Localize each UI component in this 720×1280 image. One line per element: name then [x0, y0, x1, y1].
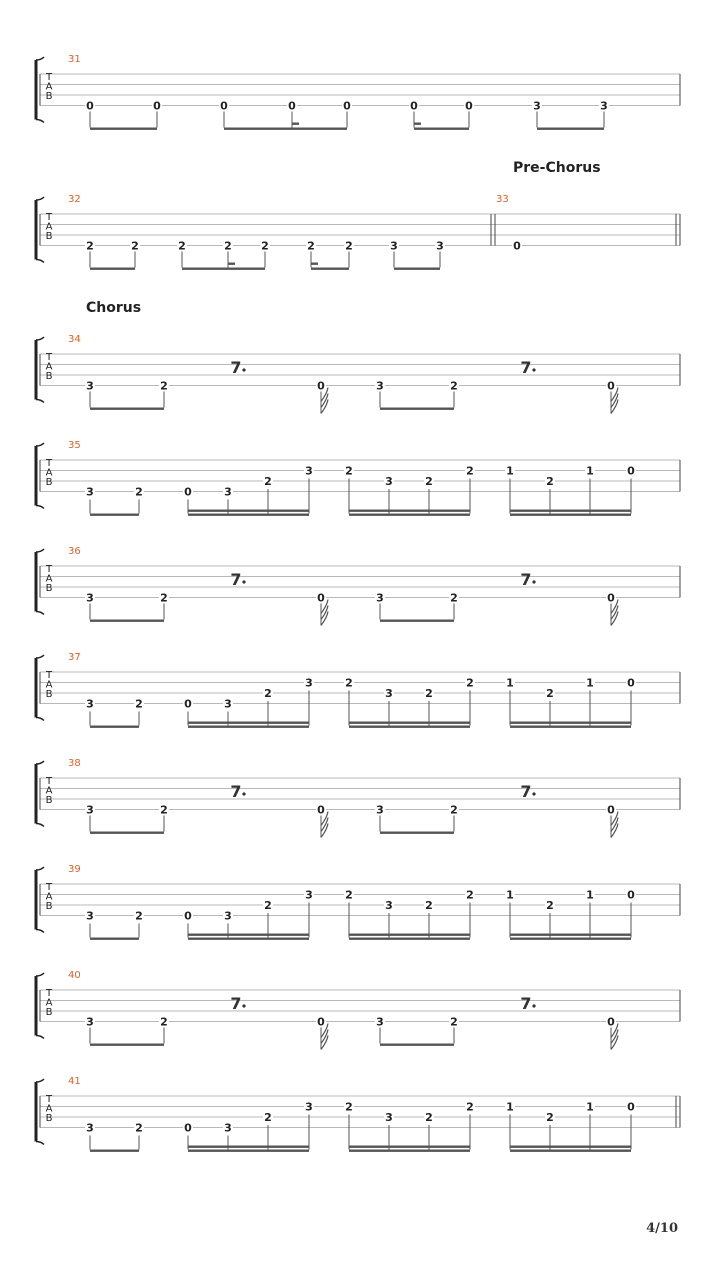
fret-note: 0: [513, 239, 521, 253]
fret-note: 2: [345, 239, 353, 253]
system-bracket: [36, 867, 44, 870]
note-beam: [90, 620, 164, 622]
fret-note: 0: [317, 379, 325, 393]
note-beam: [349, 726, 470, 728]
fret-note: 3: [86, 1015, 94, 1029]
system-bracket: [36, 930, 44, 933]
system-bracket: [36, 260, 44, 263]
tab-clef-letter: A: [45, 573, 53, 585]
fret-note: 2: [450, 1015, 458, 1029]
eighth-rest: [230, 782, 245, 801]
note-beam: [90, 514, 139, 516]
note-beam: [349, 1146, 470, 1148]
tab-clef-letter: T: [45, 988, 53, 999]
rest-dot: [242, 368, 245, 371]
eighth-rest-glyph: 7: [520, 782, 532, 801]
tab-clef-letter: B: [45, 689, 53, 700]
system-bracket: [36, 824, 44, 827]
tab-clef-letter: A: [45, 467, 53, 479]
fret-note: 2: [264, 475, 272, 488]
tab-clef-letter: B: [45, 371, 53, 382]
tab-clef-letter: A: [45, 81, 53, 93]
fret-note: 1: [506, 1100, 514, 1114]
tab-clef-letter: T: [45, 72, 53, 83]
fret-note: 1: [506, 464, 514, 478]
tab-clef-letter: T: [45, 212, 53, 223]
system-bracket: [36, 718, 44, 721]
fret-note: 1: [506, 888, 514, 902]
fret-note: 3: [224, 909, 232, 923]
fret-note: 3: [385, 1111, 393, 1124]
fret-note: 2: [264, 899, 272, 912]
system-bracket: [36, 337, 44, 340]
note-beam: [380, 408, 454, 410]
fret-note: 2: [546, 1111, 554, 1124]
fret-note: 0: [317, 803, 325, 817]
fret-note: 2: [546, 475, 554, 488]
system-bracket: [36, 761, 44, 764]
note-beam: [414, 128, 469, 130]
measure-number: 34: [68, 334, 81, 345]
fret-note: 2: [307, 239, 315, 253]
system-bracket: [36, 655, 44, 658]
rest-dot: [532, 792, 535, 795]
fret-note: 3: [385, 687, 393, 700]
fret-note: 0: [627, 888, 635, 902]
tab-clef-letter: A: [45, 891, 53, 903]
note-beam: [188, 1150, 309, 1152]
note-beam: [90, 128, 157, 130]
note-beam: [510, 722, 631, 724]
measure-number: 32: [68, 194, 81, 205]
eighth-rest-glyph: 7: [230, 358, 242, 377]
note-beam: [349, 510, 470, 512]
tab-clef-letter: A: [45, 997, 53, 1009]
rest-dot: [242, 792, 245, 795]
fret-note: 0: [627, 464, 635, 478]
fret-note: 2: [224, 239, 232, 253]
fret-note: 3: [305, 676, 313, 690]
fret-note: 3: [385, 475, 393, 488]
fret-note: 3: [86, 697, 94, 711]
note-beam: [188, 726, 309, 728]
fret-note: 2: [160, 1015, 168, 1029]
measure-number: 35: [68, 440, 81, 451]
system-bracket: [36, 443, 44, 446]
note-beam: [510, 510, 631, 512]
eighth-rest: [520, 782, 535, 801]
fret-note: 2: [450, 379, 458, 393]
note-beam: [292, 123, 299, 125]
fret-note: 0: [220, 99, 228, 113]
note-beam: [311, 268, 349, 270]
fret-note: 1: [586, 676, 594, 690]
measure-number: 41: [68, 1076, 81, 1087]
fret-note: 3: [224, 1121, 232, 1135]
note-beam: [90, 832, 164, 834]
note-beam: [228, 263, 235, 265]
fret-note: 0: [410, 99, 418, 113]
rest-dot: [532, 1004, 535, 1007]
note-beam: [90, 1044, 164, 1046]
fret-note: 0: [184, 485, 192, 499]
tab-clef-letter: T: [45, 776, 53, 787]
fret-note: 0: [184, 697, 192, 711]
system-bracket: [36, 120, 44, 123]
note-beam: [349, 938, 470, 940]
note-beam: [510, 514, 631, 516]
system-bracket: [36, 973, 44, 976]
fret-note: 1: [586, 464, 594, 478]
measure-number: 40: [68, 970, 81, 981]
note-beam: [349, 722, 470, 724]
note-beam: [380, 832, 454, 834]
fret-note: 2: [466, 464, 474, 478]
fret-note: 3: [600, 99, 608, 113]
fret-note: 3: [86, 1121, 94, 1135]
tab-clef-letter: B: [45, 231, 53, 242]
fret-note: 2: [135, 697, 143, 711]
fret-note: 2: [425, 687, 433, 700]
fret-note: 2: [466, 676, 474, 690]
fret-note: 0: [184, 909, 192, 923]
fret-note: 0: [317, 1015, 325, 1029]
note-beam: [90, 1150, 139, 1152]
fret-note: 2: [264, 1111, 272, 1124]
note-beam: [90, 938, 139, 940]
fret-note: 3: [436, 239, 444, 253]
fret-note: 3: [385, 899, 393, 912]
fret-note: 3: [224, 697, 232, 711]
measure-number: 37: [68, 652, 81, 663]
note-beam: [394, 268, 440, 270]
rest-dot: [242, 580, 245, 583]
note-beam: [380, 1044, 454, 1046]
fret-note: 3: [86, 591, 94, 605]
fret-note: 1: [506, 676, 514, 690]
tab-clef-letter: B: [45, 1113, 53, 1124]
fret-note: 3: [376, 1015, 384, 1029]
measure-number: 39: [68, 864, 81, 875]
fret-note: 2: [425, 1111, 433, 1124]
fret-note: 0: [288, 99, 296, 113]
fret-note: 3: [86, 485, 94, 499]
tab-clef-letter: A: [45, 221, 53, 233]
tab-clef-letter: T: [45, 670, 53, 681]
fret-note: 3: [86, 803, 94, 817]
note-beam: [537, 128, 604, 130]
note-beam: [188, 1146, 309, 1148]
note-beam: [188, 934, 309, 936]
note-beam: [380, 620, 454, 622]
tab-clef-letter: T: [45, 352, 53, 363]
tab-clef-letter: A: [45, 679, 53, 691]
fret-note: 2: [135, 909, 143, 923]
fret-note: 2: [160, 379, 168, 393]
fret-note: 3: [376, 379, 384, 393]
fret-note: 3: [305, 1100, 313, 1114]
fret-note: 3: [390, 239, 398, 253]
fret-note: 0: [465, 99, 473, 113]
fret-note: 0: [317, 591, 325, 605]
note-beam: [90, 726, 139, 728]
note-beam: [182, 268, 265, 270]
eighth-rest: [520, 570, 535, 589]
note-beam: [188, 722, 309, 724]
tab-clef-letter: A: [45, 785, 53, 797]
fret-note: 2: [345, 676, 353, 690]
section-label-pre-chorus: Pre-Chorus: [513, 160, 601, 176]
note-beam: [510, 726, 631, 728]
tab-clef-letter: B: [45, 901, 53, 912]
note-beam: [224, 128, 347, 130]
system-bracket: [36, 612, 44, 615]
fret-note: 2: [131, 239, 139, 253]
measure-number: 38: [68, 758, 81, 769]
note-beam: [188, 514, 309, 516]
note-beam: [311, 263, 318, 265]
system-bracket: [36, 1079, 44, 1082]
note-beam: [349, 1150, 470, 1152]
system-bracket: [36, 549, 44, 552]
tab-clef-letter: A: [45, 361, 53, 373]
tab-clef-letter: B: [45, 583, 53, 594]
system-bracket: [36, 506, 44, 509]
fret-note: 2: [345, 1100, 353, 1114]
eighth-rest: [230, 570, 245, 589]
fret-note: 0: [184, 1121, 192, 1135]
eighth-rest: [520, 358, 535, 377]
system-bracket: [36, 1142, 44, 1145]
fret-note: 0: [86, 99, 94, 113]
system-bracket: [36, 197, 44, 200]
fret-note: 3: [86, 909, 94, 923]
fret-note: 3: [376, 803, 384, 817]
system-bracket: [36, 1036, 44, 1039]
fret-note: 0: [607, 803, 615, 817]
fret-note: 0: [607, 591, 615, 605]
eighth-rest-glyph: 7: [520, 358, 532, 377]
fret-note: 2: [466, 1100, 474, 1114]
tab-clef-letter: T: [45, 458, 53, 469]
tab-clef-letter: B: [45, 795, 53, 806]
note-beam: [349, 934, 470, 936]
fret-note: 2: [546, 899, 554, 912]
eighth-rest-glyph: 7: [230, 782, 242, 801]
fret-note: 2: [261, 239, 269, 253]
section-label-chorus: Chorus: [86, 300, 142, 316]
system-bracket: [36, 400, 44, 403]
tab-clef-letter: T: [45, 564, 53, 575]
fret-note: 3: [305, 888, 313, 902]
tab-clef-letter: A: [45, 1103, 53, 1115]
note-beam: [188, 938, 309, 940]
fret-note: 0: [343, 99, 351, 113]
note-beam: [510, 934, 631, 936]
tab-clef-letter: B: [45, 1007, 53, 1018]
fret-note: 3: [305, 464, 313, 478]
note-beam: [90, 408, 164, 410]
fret-note: 2: [135, 1121, 143, 1135]
note-beam: [510, 938, 631, 940]
eighth-rest: [520, 994, 535, 1013]
fret-note: 2: [466, 888, 474, 902]
eighth-rest-glyph: 7: [520, 570, 532, 589]
note-beam: [414, 123, 421, 125]
fret-note: 3: [376, 591, 384, 605]
fret-note: 2: [86, 239, 94, 253]
rest-dot: [532, 580, 535, 583]
fret-note: 2: [178, 239, 186, 253]
eighth-rest: [230, 994, 245, 1013]
fret-note: 2: [450, 591, 458, 605]
fret-note: 0: [153, 99, 161, 113]
fret-note: 3: [533, 99, 541, 113]
note-beam: [188, 510, 309, 512]
note-beam: [510, 1146, 631, 1148]
eighth-rest-glyph: 7: [230, 994, 242, 1013]
tab-clef-letter: T: [45, 882, 53, 893]
measure-number: 31: [68, 54, 81, 65]
eighth-rest: [230, 358, 245, 377]
fret-note: 0: [607, 1015, 615, 1029]
fret-note: 2: [345, 888, 353, 902]
fret-note: 2: [264, 687, 272, 700]
note-beam: [90, 268, 135, 270]
fret-note: 2: [450, 803, 458, 817]
fret-note: 2: [160, 591, 168, 605]
fret-note: 1: [586, 1100, 594, 1114]
fret-note: 0: [627, 1100, 635, 1114]
rest-dot: [242, 1004, 245, 1007]
note-beam: [349, 514, 470, 516]
fret-note: 2: [160, 803, 168, 817]
note-beam: [510, 1150, 631, 1152]
fret-note: 0: [607, 379, 615, 393]
fret-note: 3: [86, 379, 94, 393]
fret-note: 1: [586, 888, 594, 902]
fret-note: 2: [345, 464, 353, 478]
eighth-rest-glyph: 7: [230, 570, 242, 589]
eighth-rest-glyph: 7: [520, 994, 532, 1013]
fret-note: 0: [627, 676, 635, 690]
measure-number: 33: [496, 194, 509, 205]
fret-note: 3: [224, 485, 232, 499]
rest-dot: [532, 368, 535, 371]
fret-note: 2: [135, 485, 143, 499]
measure-number: 36: [68, 546, 81, 557]
tab-clef-letter: B: [45, 477, 53, 488]
tab-clef-letter: B: [45, 91, 53, 102]
tab-clef-letter: T: [45, 1094, 53, 1105]
page-indicator: 4/10: [646, 1221, 678, 1236]
fret-note: 2: [425, 899, 433, 912]
system-bracket: [36, 57, 44, 60]
fret-note: 2: [425, 475, 433, 488]
fret-note: 2: [546, 687, 554, 700]
